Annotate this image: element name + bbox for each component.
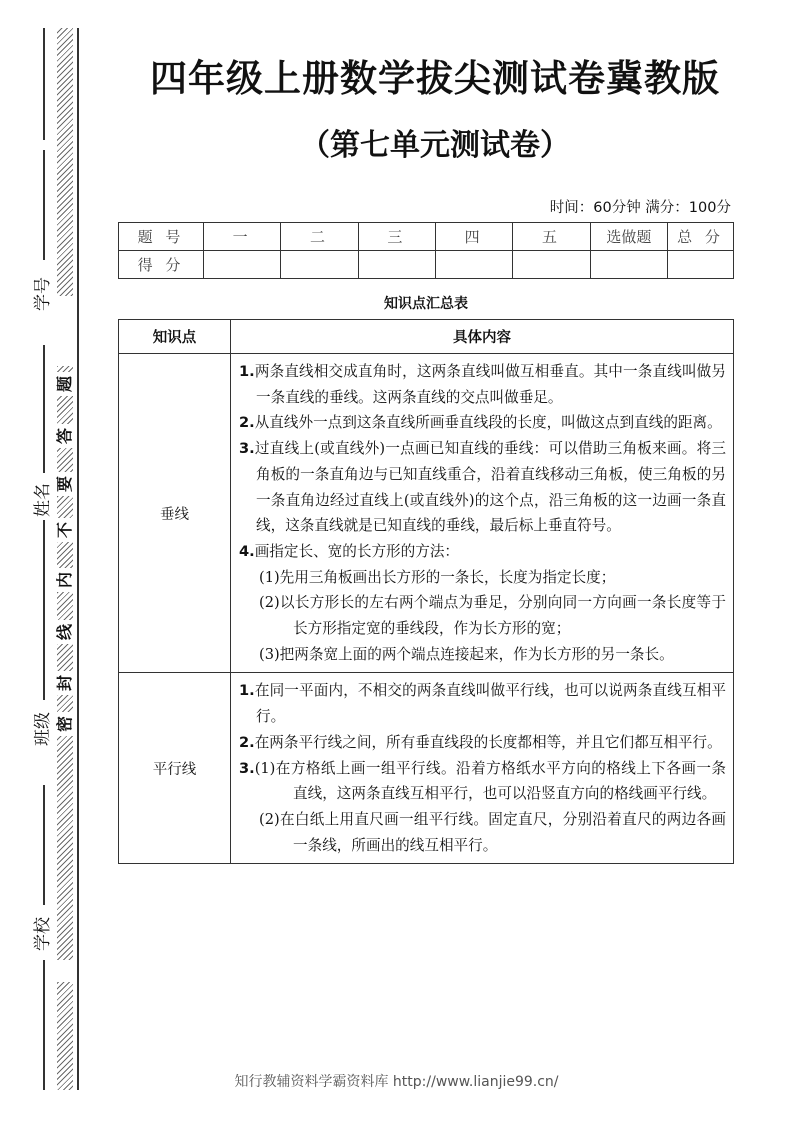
score-header-cell: 五 xyxy=(513,223,590,251)
topic-cell: 垂线 xyxy=(119,354,231,673)
score-header-cell: 总 分 xyxy=(668,223,734,251)
score-header-cell: 三 xyxy=(358,223,435,251)
score-value-row xyxy=(119,251,734,279)
list-item xyxy=(239,539,726,565)
class-underline xyxy=(43,520,45,700)
knowledge-header-row xyxy=(119,320,734,354)
name-underline xyxy=(43,28,45,140)
score-header-cell: 选做题 xyxy=(590,223,667,251)
score-value-cell[interactable] xyxy=(435,251,512,279)
page-subtitle: （第七单元测试卷） xyxy=(300,128,570,163)
item-number: 1. xyxy=(239,363,255,380)
item-text: 两条直线相交成直角时，这两条直线叫做互相垂直。其中一条直线叫做另一条直线的垂线。这两条直线的交点叫做垂足。 xyxy=(254,363,726,406)
time-score-info: 时间：60分钟 满分：100分 xyxy=(549,200,731,216)
summary-title: 知识点汇总表 xyxy=(384,296,468,312)
seal-char: 不 xyxy=(53,518,77,542)
hatch-gap xyxy=(55,960,75,982)
student-id-underline xyxy=(43,150,45,260)
sub-item: (2)以长方形长的左右两个端点为垂足，分别向同一方向画一条长度等于长方形指定宽的垂线段，作为长方形的宽； xyxy=(259,594,726,638)
item-number: 4. xyxy=(239,542,255,560)
topic-cell: 平行线 xyxy=(119,673,231,864)
list-item xyxy=(239,678,726,729)
item-number: 3. xyxy=(239,759,255,777)
item-text: 过直线上(或直线外)一点画已知直线的垂线：可以借助三角板来画。将三角板的一条直角边与已知直线重合，沿着直线移动三角板，使三角板的另一条直角边经过直线上(或直线外)的这个点，沿三角板的这一边画一条直线，这条直线就是已知直线的垂线，最后标上垂直符号。 xyxy=(254,440,726,535)
score-header-cell: 题 号 xyxy=(119,223,204,251)
list-item xyxy=(239,359,726,410)
list-item xyxy=(239,756,726,807)
item-text: 画指定长、宽的长方形的方法： xyxy=(254,542,460,560)
sub-item: (2)在白纸上用直尺画一组平行线。固定直尺，分别沿着直尺的两边各画一条线，所画出的线互相平行。 xyxy=(259,810,726,854)
student-name-underline xyxy=(43,345,45,473)
sub-item: (1)先用三角板画出长方形的一条长，长度为指定长度； xyxy=(259,568,616,586)
score-value-cell[interactable] xyxy=(668,251,734,279)
seal-char: 内 xyxy=(53,568,77,592)
seal-char: 线 xyxy=(53,620,77,644)
content-cell xyxy=(231,673,734,864)
page-title: 四年级上册数学拔尖测试卷冀教版 xyxy=(150,57,720,100)
item-text: 在同一平面内，不相交的两条直线叫做平行线，也可以说两条直线互相平行。 xyxy=(254,682,726,726)
school-label: 学校 xyxy=(33,917,53,951)
table-row xyxy=(119,354,734,673)
item-text: 从直线外一点到这条直线所画垂直线段的长度，叫做这点到直线的距离。 xyxy=(254,414,722,432)
score-header-row xyxy=(119,223,734,251)
seal-line xyxy=(77,28,79,1090)
score-table xyxy=(118,222,734,279)
seal-char: 封 xyxy=(53,671,77,695)
score-header-cell: 一 xyxy=(204,223,281,251)
score-value-cell[interactable] xyxy=(204,251,281,279)
school-underline xyxy=(43,785,45,905)
footer-link-text: 知行教辅资料学霸资料库 http://www.lianjie99.cn/ xyxy=(234,1074,559,1090)
item-text: 在两条平行线之间，所有垂直线段的长度都相等，并且它们都互相平行。 xyxy=(254,733,722,751)
item-number: 3. xyxy=(239,440,255,458)
student-name-label: 姓名 xyxy=(33,483,53,517)
student-id-label: 学号 xyxy=(33,277,53,311)
item-number: 2. xyxy=(239,733,255,751)
seal-char: 要 xyxy=(53,472,77,496)
item-number: 1. xyxy=(239,682,255,700)
score-value-cell[interactable] xyxy=(358,251,435,279)
score-value-cell[interactable] xyxy=(281,251,358,279)
item-number: 2. xyxy=(239,414,255,432)
list-item xyxy=(239,436,726,539)
seal-char: 题 xyxy=(53,372,77,396)
content-cell xyxy=(231,354,734,673)
column-header-topic: 知识点 xyxy=(119,320,231,354)
seal-char: 答 xyxy=(53,424,77,448)
list-item xyxy=(239,730,726,756)
column-header-content: 具体内容 xyxy=(231,320,734,354)
score-header-cell: 四 xyxy=(435,223,512,251)
score-value-cell[interactable] xyxy=(590,251,667,279)
score-row-label: 得 分 xyxy=(119,251,204,279)
list-item xyxy=(239,410,726,436)
knowledge-table xyxy=(118,319,734,864)
item-text: (1)在方格纸上画一组平行线。沿着方格纸水平方向的格线上下各画一条直线，这两条直线互相平行，也可以沿竖直方向的格线画平行线。 xyxy=(254,759,726,803)
score-value-cell[interactable] xyxy=(513,251,590,279)
sub-item: (3)把两条宽上面的两个端点连接起来，作为长方形的另一条长。 xyxy=(259,645,674,663)
class-label: 班级 xyxy=(33,712,53,746)
table-row xyxy=(119,673,734,864)
seal-char: 密 xyxy=(53,712,77,736)
score-header-cell: 二 xyxy=(281,223,358,251)
